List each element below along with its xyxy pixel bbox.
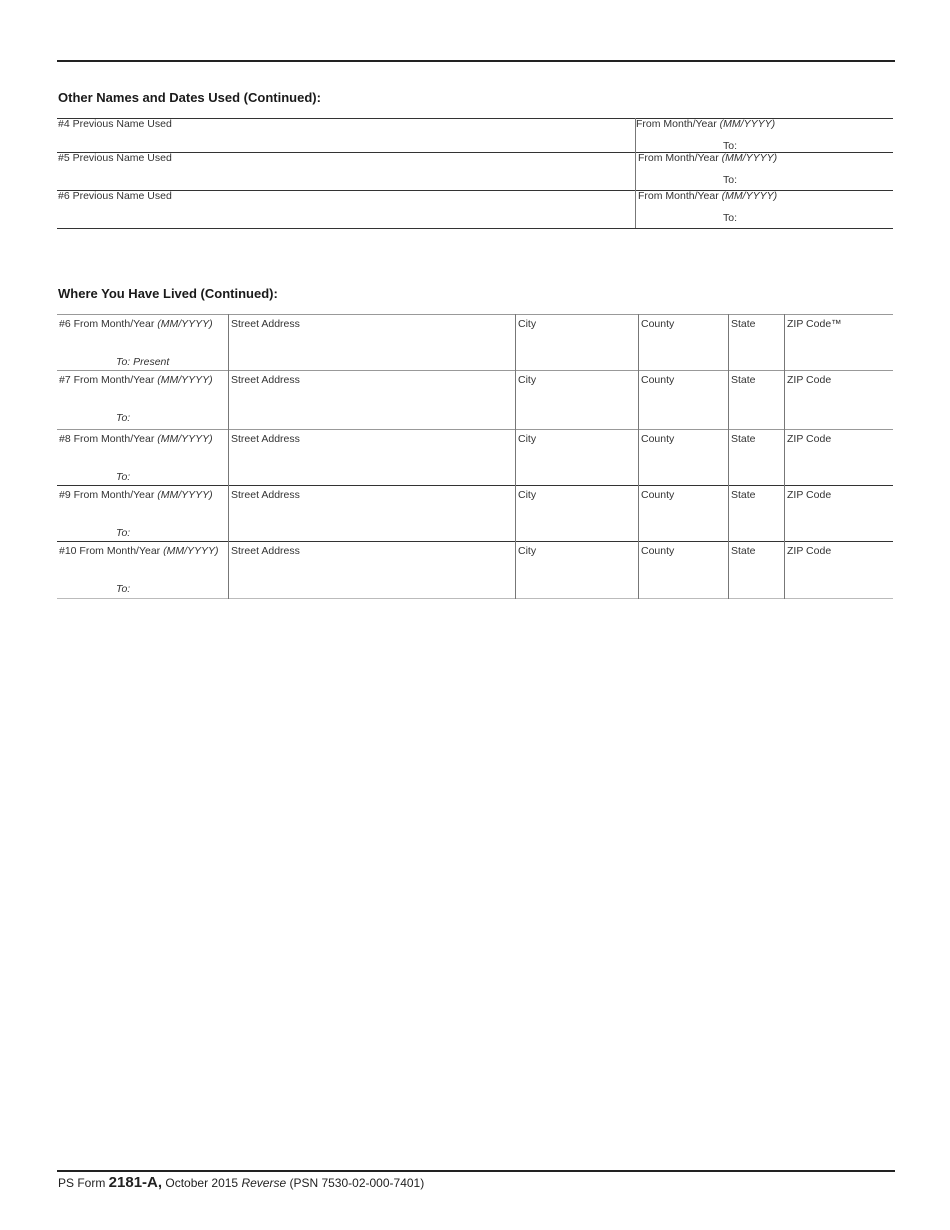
to-date-label: To: — [723, 212, 738, 224]
zip-label: ZIP Code — [787, 433, 832, 445]
to-date-label: To: — [116, 527, 131, 539]
top-rule — [57, 60, 895, 62]
previous-name-label: #4 Previous Name Used — [58, 118, 172, 130]
county-label: County — [641, 318, 675, 330]
from-date-label-text: #9 From Month/Year — [59, 489, 158, 501]
column-divider — [638, 314, 639, 599]
zip-label: ZIP Code — [787, 545, 832, 557]
from-date-label-text: From Month/Year — [638, 190, 722, 202]
column-divider — [635, 118, 636, 228]
state-label: State — [731, 489, 756, 501]
to-date-label: To: Present — [116, 356, 170, 368]
from-date-label-text: From Month/Year — [638, 152, 722, 164]
from-date-label — [59, 318, 213, 330]
from-date-label — [59, 374, 213, 386]
from-date-label-format: (MM/YYYY) — [721, 190, 778, 202]
form-psn: (PSN 7530-02-000-7401) — [286, 1176, 425, 1190]
from-date-label-text: #6 From Month/Year — [59, 318, 158, 330]
from-date-label-format: (MM/YYYY) — [719, 118, 776, 130]
from-date-label — [636, 118, 775, 130]
street-label: Street Address — [231, 318, 300, 330]
from-date-label-format: (MM/YYYY) — [721, 152, 778, 164]
names-section-title: Other Names and Dates Used (Continued): — [58, 90, 321, 105]
footer-rule — [57, 1170, 895, 1172]
from-date-label — [59, 433, 213, 445]
zip-label: ZIP Code — [787, 489, 832, 501]
column-divider — [515, 314, 516, 599]
street-label: Street Address — [231, 374, 300, 386]
zip-label: ZIP Code — [787, 374, 832, 386]
from-date-label-format: (MM/YYYY) — [163, 545, 219, 557]
county-label: County — [641, 545, 675, 557]
to-date-label: To: — [116, 412, 131, 424]
table-bottom-rule — [57, 228, 893, 229]
footer-prefix: PS Form — [58, 1176, 109, 1190]
from-date-label-format: (MM/YYYY) — [157, 433, 213, 445]
from-date-label-format: (MM/YYYY) — [157, 489, 213, 501]
column-divider — [228, 314, 229, 599]
to-date-label: To: — [723, 140, 738, 152]
street-label: Street Address — [231, 433, 300, 445]
from-date-label-text: #10 From Month/Year — [59, 545, 164, 557]
zip-label: ZIP Code™ — [787, 318, 842, 330]
residence-section-title: Where You Have Lived (Continued): — [58, 286, 278, 301]
from-date-label-text: #8 From Month/Year — [59, 433, 158, 445]
county-label: County — [641, 489, 675, 501]
from-date-label-format: (MM/YYYY) — [157, 318, 213, 330]
state-label: State — [731, 374, 756, 386]
county-label: County — [641, 374, 675, 386]
previous-name-label: #6 Previous Name Used — [58, 190, 172, 202]
table-bottom-rule — [57, 598, 893, 599]
form-date: October 2015 — [162, 1176, 242, 1190]
from-date-label — [59, 489, 213, 501]
form-side: Reverse — [241, 1176, 287, 1190]
from-date-label — [638, 152, 777, 164]
to-date-label: To: — [723, 174, 738, 186]
form-number: 2181-A, — [108, 1174, 163, 1191]
state-label: State — [731, 318, 756, 330]
from-date-label-format: (MM/YYYY) — [157, 374, 213, 386]
to-date-label: To: — [116, 583, 131, 595]
state-label: State — [731, 433, 756, 445]
from-date-label-text: From Month/Year — [636, 118, 720, 130]
form-footer — [58, 1174, 424, 1191]
street-label: Street Address — [231, 489, 300, 501]
street-label: Street Address — [231, 545, 300, 557]
city-label: City — [518, 318, 537, 330]
from-date-label — [59, 545, 219, 557]
state-label: State — [731, 545, 756, 557]
previous-name-label: #5 Previous Name Used — [58, 152, 172, 164]
from-date-label-text: #7 From Month/Year — [59, 374, 158, 386]
column-divider — [728, 314, 729, 599]
from-date-label — [638, 190, 777, 202]
to-date-label: To: — [116, 471, 131, 483]
county-label: County — [641, 433, 675, 445]
column-divider — [784, 314, 785, 599]
city-label: City — [518, 374, 537, 386]
city-label: City — [518, 489, 537, 501]
city-label: City — [518, 545, 537, 557]
city-label: City — [518, 433, 537, 445]
